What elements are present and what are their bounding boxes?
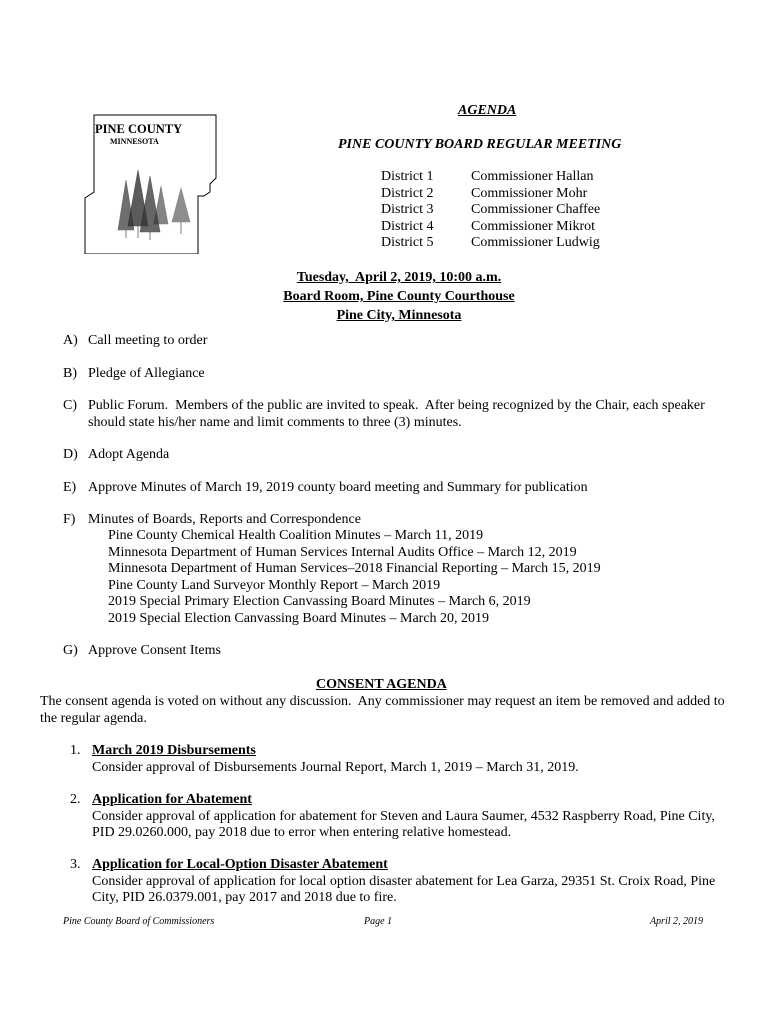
item-text: Adopt Agenda [88,447,170,462]
logo-line2: MINNESOTA [110,137,159,146]
item-label: G) [63,643,78,658]
consent-item-number: 3. [70,857,81,872]
agenda-item-f [63,512,743,529]
district-name: District 1 [381,169,434,184]
district-row [381,169,600,186]
consent-item-title: Application for Abatement [92,792,252,807]
commissioner-name: Commissioner Mikrot [471,218,596,234]
district-row [381,186,600,203]
district-name: District 2 [381,185,434,201]
commissioner-name: Commissioner Ludwig [471,235,600,250]
footer-date: April 2, 2019 [649,916,703,927]
consent-item-number: 2. [70,792,81,807]
district-row [381,235,600,252]
commissioner-name: Commissioner Chaffee [471,202,601,217]
item-text: Minutes of Boards, Reports and Correspondence [88,512,361,527]
consent-item-number: 1. [70,743,81,758]
f-subitem-list [108,528,601,627]
item-label: D) [63,447,78,462]
consent-agenda-intro: The consent agenda is voted on without any discussion. Any commissioner may request an item be removed and added to the regular agenda. [40,694,729,726]
district-row [381,219,600,236]
meeting-info [0,268,770,325]
item-text: Call meeting to order [88,333,208,348]
pine-trees-icon [118,170,190,240]
item-text: Approve Consent Items [88,643,221,658]
agenda-item-e [63,480,743,497]
agenda-item-d [63,447,743,464]
meeting-city: Pine City, Minnesota [336,308,462,323]
list-item: Pine County Chemical Health Coalition Minutes – March 11, 2019 [108,528,484,543]
list-item: Minnesota Department of Human Services Internal Audits Office – March 12, 2019 [108,544,577,560]
agenda-item-a [63,333,743,350]
district-name: District 4 [381,218,434,234]
district-name: District 5 [381,235,434,250]
pine-county-logo [82,112,222,254]
item-text: Approve Minutes of March 19, 2019 county board meeting and Summary for publication [88,480,588,495]
list-item: Minnesota Department of Human Services–2018 Financial Reporting – March 15, 2019 [108,561,601,576]
district-list [381,169,600,252]
logo-line1: PINE COUNTY [95,122,183,136]
meeting-date-time: Tuesday, April 2, 2019, 10:00 a.m. [296,270,502,285]
item-label: A) [63,333,78,348]
consent-item-3 [70,857,740,907]
agenda-item-g [63,643,743,660]
commissioner-name: Commissioner Hallan [471,169,594,184]
consent-item-2 [70,792,740,842]
meeting-title: PINE COUNTY BOARD REGULAR MEETING [338,137,622,152]
consent-item-desc: Consider approval of application for local option disaster abatement for Lea Garza, 29351 St. Croix Road, Pine City, PID 26.0379.001, pay 2017 and 2018 due to fire. [92,873,716,905]
commissioner-name: Commissioner Mohr [471,185,588,201]
consent-item-desc: Consider approval of application for abatement for Steven and Laura Saumer, 4532 Raspberry Road, Pine City, PID 29.0260.000, pay 2018 due to error when entering relative homestead. [92,808,715,840]
consent-agenda-heading: CONSENT AGENDA [316,677,447,692]
item-text: Public Forum. Members of the public are invited to speak. After being recognized by the Chair, each speaker should state his/her name and limit comments to three (3) minutes. [88,398,709,430]
list-item: 2019 Special Primary Election Canvassing Board Minutes – March 6, 2019 [108,594,531,609]
consent-item-1 [70,743,740,776]
item-label: F) [63,512,76,527]
item-label: C) [63,398,77,413]
item-label: B) [63,366,77,381]
agenda-item-b [63,366,743,383]
consent-item-desc: Consider approval of Disbursements Journal Report, March 1, 2019 – March 31, 2019. [92,759,579,775]
list-item: Pine County Land Surveyor Monthly Report – March 2019 [108,577,441,593]
district-row [381,202,600,219]
agenda-title: AGENDA [458,103,517,118]
item-label: E) [63,480,77,495]
district-name: District 3 [381,202,434,217]
list-item: 2019 Special Election Canvassing Board Minutes – March 20, 2019 [108,610,490,626]
consent-item-title: Application for Local-Option Disaster Abatement [92,857,388,872]
footer-organization: Pine County Board of Commissioners [63,916,215,927]
consent-item-title: March 2019 Disbursements [92,743,256,758]
item-text: Pledge of Allegiance [88,366,205,381]
meeting-location: Board Room, Pine County Courthouse [283,289,515,304]
footer-page-number: Page 1 [364,916,393,927]
agenda-item-c [63,398,743,431]
